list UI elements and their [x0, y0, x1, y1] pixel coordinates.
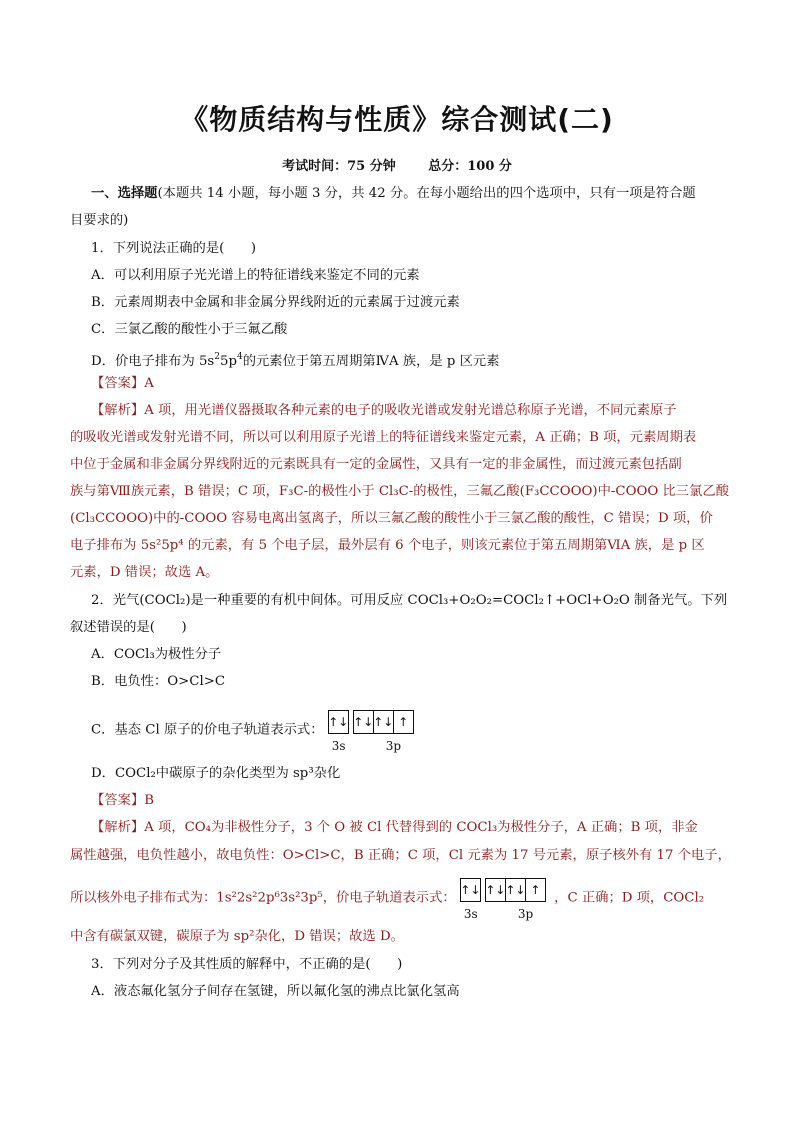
q1-explanation-5: (Cl₃CCOOO)中的-COOO 容易电离出氢离子，所以三氟乙酸的酸性小于三氯乙酸的酸性，C 错误；D 项，价 — [70, 511, 713, 526]
q2-explanation-2: 属性越强，电负性越小，故电负性：O>Cl>C，B 正确；C 项，Cl 元素为 17 号元素，原子核外有 17 个电子， — [70, 848, 731, 863]
q1-option-d: D．价电子排布为 $5s^25p^4$的元素位于第五周期第ⅣA 族，是 p 区元素 — [91, 352, 500, 369]
orbital-3s-2: ↑↓ — [460, 878, 481, 902]
q2-answer: 【答案】B — [91, 793, 154, 808]
q2-option-a: A．COCl₃为极性分子 — [91, 647, 222, 662]
q1-explanation-2: 的吸收光谱或发射光谱不同，所以可以利用原子光谱上的特征谱线来鉴定元素，A 正确；B 项，元素周期表 — [70, 430, 697, 445]
q1-explanation-6: 电子排布为 5s²5p⁴ 的元素，有 5 个电子层，最外层有 6 个电子，则该元素位于第五周期第ⅥA 族，是 p 区 — [70, 538, 705, 553]
orbital-label-3p-2: 3p — [517, 907, 534, 921]
q2-explanation-3: 所以核外电子排布式为：1s²2s²2p⁶3s²3p⁵，价电子轨道表示式： ↑↓ ↑↓ ↑↓ ↑ 3s 3p ，C 正确；D 项，COCl₂ — [70, 886, 730, 910]
orbital-label-3p: 3p — [385, 739, 402, 753]
section-label: 一、选择题 — [91, 186, 158, 201]
orbital-diagram — [328, 710, 418, 753]
q1-explanation-3: 中位于金属和非金属分界线附近的元素既具有一定的金属性，又具有一定的非金属性，而过渡元素包括副 — [70, 457, 682, 472]
q1-explanation-4: 族与第Ⅷ族元素，B 错误；C 项，F₃C-的极性小于 Cl₃C-的极性，三氟乙酸(F₃CCOOO)中-COOO 比三氯乙酸 — [70, 484, 729, 499]
question-2: 2．光气(COCl₂)是一种重要的有机中间体。可用反应 COCl₃+O₂O₂=COCl₂↑+OCl+O₂O 制备光气。下列 — [91, 593, 728, 608]
section-heading — [91, 184, 751, 204]
q1-option-a: A．可以利用原子光光谱上的特征谱线来鉴定不同的元素 — [91, 268, 420, 283]
q1-option-c: C．三氯乙酸的酸性小于三氟乙酸 — [91, 322, 288, 337]
orbital-3p-2: ↑↓ ↑↓ ↑ — [485, 878, 546, 902]
orbital-diagram-2 — [460, 878, 550, 921]
orbital-label-3s-2: 3s — [463, 907, 478, 921]
exam-info — [0, 155, 794, 174]
page-title: 《物质结构与性质》综合测试(二) — [180, 103, 614, 136]
q1-explanation: 【解析】A 项，用光谱仪器摄取各种元素的电子的吸收光谱或发射光谱总称原子光谱，不同元素原子 — [91, 403, 677, 418]
q2-option-d: D．COCl₂中碳原子的杂化类型为 sp³杂化 — [91, 766, 341, 781]
exam-time: 考试时间：75 分钟 — [282, 159, 396, 174]
q3-option-a: A．液态氟化氢分子间存在氢键，所以氟化氢的沸点比氯化氢高 — [91, 984, 460, 999]
q1-option-b: B．元素周期表中金属和非金属分界线附近的元素属于过渡元素 — [91, 295, 460, 310]
exam-score: 总分：100 分 — [428, 159, 512, 174]
orbital-3p: ↑↓ ↑↓ ↑ — [353, 710, 414, 734]
q2-option-c: C．基态 Cl 原子的价电子轨道表示式： ↑↓ ↑↓ ↑↓ ↑ 3s 3p — [91, 718, 751, 742]
orbital-label-3s: 3s — [331, 739, 346, 753]
q2-option-b: B．电负性：O>Cl>C — [91, 674, 226, 689]
question-2-cont: 叙述错误的是( ) — [70, 620, 187, 635]
question-1: 1．下列说法正确的是( ) — [91, 241, 257, 256]
q1-explanation-7: 元素，D 错误；故选 A。 — [70, 565, 219, 580]
section-desc-cont: 目要求的) — [70, 213, 129, 228]
orbital-3s: ↑↓ — [328, 710, 349, 734]
section-desc: (本题共 14 小题，每小题 3 分，共 42 分。在每小题给出的四个选项中，只有一项是符合题 — [157, 186, 696, 201]
q2-explanation-4: 中含有碳氯双键，碳原子为 sp²杂化，D 错误；故选 D。 — [70, 929, 404, 944]
question-3: 3．下列对分子及其性质的解释中，不正确的是( ) — [91, 957, 403, 972]
q1-answer: 【答案】A — [91, 376, 154, 391]
q2-explanation: 【解析】A 项，CO₄为非极性分子，3 个 O 被 Cl 代替得到的 COCl₃为极性分子，A 正确；B 项，非金 — [91, 820, 698, 835]
